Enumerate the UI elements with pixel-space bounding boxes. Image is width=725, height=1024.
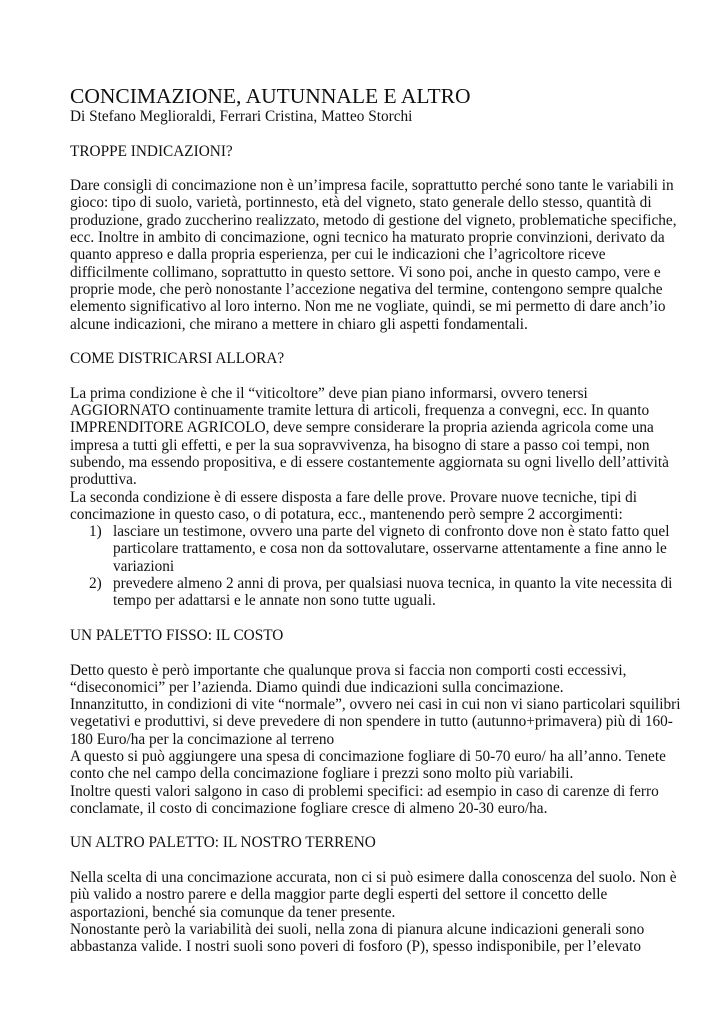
text-line: particolare trattamento, e cosa non da sottovalutare, osservarne attentamente a fine anno le (113, 540, 667, 558)
text-line: impresa a tutti gli effetti, e per la sua sopravvivenza, ha bisogno di stare a passo coi tempi, non (70, 436, 650, 454)
document-title: CONCIMAZIONE, AUTUNNALE E ALTRO (70, 84, 471, 108)
document-section (70, 125, 677, 333)
text-line: asportazioni, benché sia comunque da tener presente. (70, 903, 396, 921)
text-line: subendo, ma essendo propositiva, e di essere costantemente aggiornata su ogni livello dell’attività (70, 453, 669, 471)
text-line: alcune indicazioni, che mirano a mettere in chiaro gli aspetti fondamentali. (70, 315, 528, 333)
text-line: ecc. Inoltre in ambito di concimazione, ogni tecnico ha maturato proprie convinzioni, derivato da (70, 229, 665, 247)
text-line: concimazione in questo caso, o di potatura, ecc., mantenendo però sempre 2 accorgimenti: (70, 505, 623, 523)
text-line: più valido a nostro parere e della maggior parte degli esperti del settore il concetto delle (70, 886, 608, 904)
text-line: Dare consigli di concimazione non è un’impresa facile, soprattutto perché sono tante le variabili in (70, 177, 674, 195)
paragraph (70, 661, 681, 818)
section-heading: UN PALETTO FISSO: IL COSTO (70, 626, 284, 644)
blank-line (70, 610, 660, 627)
text-line: IMPRENDITORE AGRICOLO, deve sempre considerare la propria azienda agricola come una (70, 419, 654, 437)
blank-line (70, 644, 660, 661)
text-line: Innanzitutto, in condizioni di vite “normale”, ovvero nei casi in cui non vi siano particolari squilibri (70, 696, 681, 714)
text-line: conto che nel campo della concimazione fogliare i prezzi sono molto più variabili. (70, 765, 574, 783)
paragraph (70, 177, 677, 333)
text-line: gioco: tipo di suolo, varietà, portinnesto, età del vigneto, stato generale dello stesso, quantità di (70, 194, 652, 212)
text-line: difficilmente collimano, soprattutto in questo settore. Vi sono poi, anche in questo campo, vere e (70, 263, 661, 281)
blank-line (70, 333, 660, 350)
text-line: conclamate, il costo di concimazione fogliare cresce di almeno 20-30 euro/ha. (70, 799, 548, 817)
blank-line (70, 125, 660, 142)
text-line: proprie mode, che però nonostante l’accezione negativa del termine, contengono sempre qualche (70, 280, 663, 298)
section-heading: COME DISTRICARSI ALLORA? (70, 350, 285, 368)
text-line: tempo per adattarsi e le annate non sono tutte uguali. (113, 592, 436, 610)
blank-line (70, 367, 660, 384)
document-section (70, 817, 677, 956)
text-line: Inoltre questi valori salgono in caso di problemi specifici: ad esempio in caso di carenze di ferro (70, 782, 659, 800)
blank-line (70, 817, 660, 834)
list-number: 2) (89, 575, 102, 593)
text-line: produttiva. (70, 471, 137, 489)
section-heading: TROPPE INDICAZIONI? (70, 142, 233, 160)
text-line: “diseconomici” per l’azienda. Diamo quindi due indicazioni sulla concimazione. (70, 678, 564, 696)
text-line: La prima condizione è che il “viticoltore” deve pian piano informarsi, ovvero tenersi (70, 384, 588, 402)
text-line: produzione, grado zuccherino realizzato, metodo di gestione del vigneto, problematiche specifiche, (70, 211, 677, 229)
text-line: La seconda condizione è di essere disposta a fare delle prove. Provare nuove tecniche, tipi di (70, 488, 638, 506)
text-line: quanto appreso e dalla propria esperienza, per cui le indicazioni che l’agricoltore riceve (70, 246, 606, 264)
text-line: prevedere almeno 2 anni di prova, per qualsiasi nuova tecnica, in quanto la vite necessita di (113, 575, 673, 593)
paragraph (70, 384, 669, 523)
text-line: Detto questo è però importante che qualunque prova si faccia non comporti costi eccessivi, (70, 661, 627, 679)
text-line: Nonostante però la variabilità dei suoli, nella zona di pianura alcune indicazioni generali sono (70, 920, 645, 938)
list-number: 1) (89, 523, 102, 541)
text-line: lasciare un testimone, ovvero una parte del vigneto di confronto dove non è stato fatto quel (113, 523, 670, 541)
blank-line (70, 852, 660, 869)
text-line: variazioni (113, 557, 175, 575)
numbered-list-item (70, 575, 673, 610)
text-line: elemento significativo al loro interno. Non me ne vogliate, quindi, se mi permetto di dare anch’io (70, 298, 666, 316)
text-line: abbastanza valide. I nostri suoli sono poveri di fosforo (P), spesso indisponibile, per l’elevato (70, 938, 641, 956)
document-section (70, 610, 681, 818)
document-authors: Di Stefano Meglioraldi, Ferrari Cristina, Matteo Storchi (70, 108, 413, 125)
document-page (70, 84, 681, 956)
text-line: A questo si può aggiungere una spesa di concimazione fogliare di 50-70 euro/ ha all’anno. Tenete (70, 747, 666, 765)
text-line: 180 Euro/ha per la concimazione al terreno (70, 730, 335, 748)
section-heading: UN ALTRO PALETTO: IL NOSTRO TERRENO (70, 834, 376, 852)
numbered-list-item (70, 523, 670, 575)
text-line: AGGIORNATO continuamente tramite lettura di articoli, frequenza a convegni, ecc. In quanto (70, 402, 650, 420)
text-line: vegetativi e produttivi, si deve prevedere di non spendere in tutto (autunno+primavera) più di 160- (70, 713, 673, 731)
document-section (70, 333, 673, 610)
blank-line (70, 160, 660, 177)
paragraph (70, 869, 677, 956)
text-line: Nella scelta di una concimazione accurata, non ci si può esimere dalla conoscenza del suolo. Non è (70, 869, 677, 887)
